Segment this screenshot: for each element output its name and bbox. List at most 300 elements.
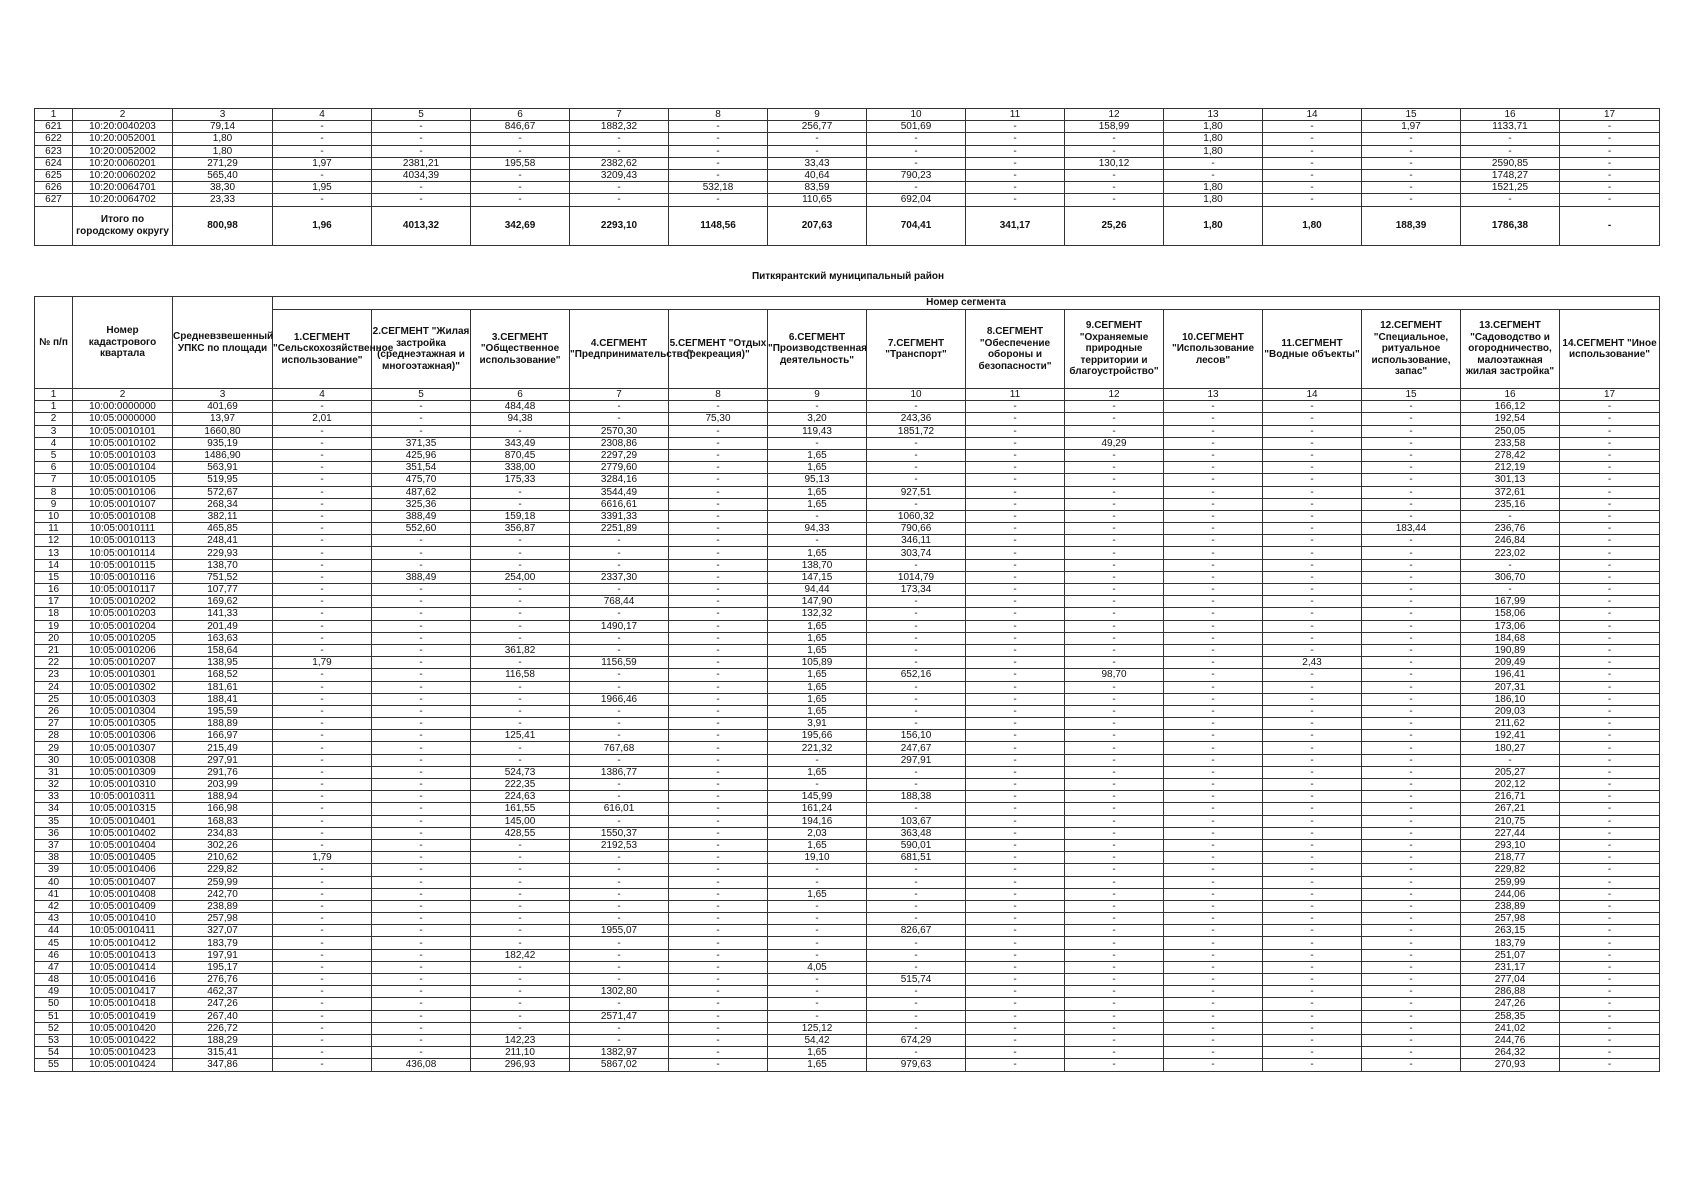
table-cell: - [273, 998, 372, 1010]
table-cell: - [669, 974, 768, 986]
table-cell: 5867,02 [570, 1059, 669, 1071]
table-cell: 166,98 [173, 803, 273, 815]
table-cell: 49,29 [1065, 437, 1164, 449]
table-cell: 356,87 [471, 523, 570, 535]
column-number: 4 [273, 389, 372, 401]
table-cell: - [1560, 961, 1660, 973]
table-cell: - [966, 681, 1065, 693]
table-cell: 44 [35, 925, 73, 937]
table-cell: 31 [35, 766, 73, 778]
table-cell: - [669, 925, 768, 937]
table-cell: - [1560, 121, 1660, 133]
table-cell: - [1263, 986, 1362, 998]
table-cell: 184,68 [1461, 632, 1560, 644]
table-cell: - [966, 571, 1065, 583]
table-cell: - [273, 754, 372, 766]
table-cell: - [1560, 510, 1660, 522]
table-cell: 231,17 [1461, 961, 1560, 973]
table-cell: - [966, 559, 1065, 571]
table-cell: - [1065, 596, 1164, 608]
table-cell: - [471, 681, 570, 693]
table-cell: 616,01 [570, 803, 669, 815]
table-cell: - [1164, 998, 1263, 1010]
table-row [35, 839, 1660, 851]
table-cell: - [669, 462, 768, 474]
table-cell: - [1065, 608, 1164, 620]
table-cell: - [471, 620, 570, 632]
table-cell: - [273, 486, 372, 498]
column-number: 7 [570, 389, 669, 401]
table-cell: - [867, 1047, 966, 1059]
table-cell: 1,65 [768, 1047, 867, 1059]
table-cell: 10:05:0010411 [73, 925, 173, 937]
table-cell: - [768, 876, 867, 888]
table-cell: - [1263, 182, 1362, 194]
column-number: 2 [73, 389, 173, 401]
table-cell: - [1560, 401, 1660, 413]
table-cell: 1550,37 [570, 827, 669, 839]
table-cell: - [372, 620, 471, 632]
column-number: 6 [471, 109, 570, 121]
table-cell: 1,65 [768, 462, 867, 474]
table-cell: - [1560, 718, 1660, 730]
table-cell: - [570, 913, 669, 925]
table-cell: - [669, 194, 768, 206]
table-cell: 1,80 [1164, 194, 1263, 206]
table-cell: - [273, 632, 372, 644]
table-cell: 29 [35, 742, 73, 754]
column-number: 11 [966, 109, 1065, 121]
table-cell: - [372, 925, 471, 937]
table-cell: - [669, 913, 768, 925]
table-cell: - [1263, 169, 1362, 181]
table-cell: - [471, 742, 570, 754]
table-cell: 248,41 [173, 535, 273, 547]
table-cell: 10:05:0010301 [73, 669, 173, 681]
table-cell: 268,34 [173, 498, 273, 510]
table-cell: - [1362, 510, 1461, 522]
table-cell: - [1164, 437, 1263, 449]
table-cell: - [669, 754, 768, 766]
table-cell: 47 [35, 961, 73, 973]
table-cell: - [966, 803, 1065, 815]
table-cell: - [1362, 133, 1461, 145]
table-cell: 692,04 [867, 194, 966, 206]
table-cell: - [1362, 1059, 1461, 1071]
table-cell: 1,80 [1164, 133, 1263, 145]
table-cell: - [1065, 900, 1164, 912]
table-cell: - [1362, 498, 1461, 510]
table-cell: 256,77 [768, 121, 867, 133]
table-cell: 10:05:0010402 [73, 827, 173, 839]
table-cell: - [867, 145, 966, 157]
table-cell: 55 [35, 1059, 73, 1071]
table-cell: - [1263, 462, 1362, 474]
table-cell: 23 [35, 669, 73, 681]
table-cell: 1,97 [1362, 121, 1461, 133]
main-table [34, 296, 1660, 1072]
table-cell: - [1065, 644, 1164, 656]
table-cell: 1,65 [768, 705, 867, 717]
table-cell: - [1560, 169, 1660, 181]
table-cell: 33 [35, 791, 73, 803]
table-cell: - [372, 900, 471, 912]
column-number: 16 [1461, 389, 1560, 401]
table-cell: 168,52 [173, 669, 273, 681]
table-cell: - [669, 864, 768, 876]
table-cell: 14 [35, 559, 73, 571]
table-cell: - [867, 498, 966, 510]
table-cell: - [867, 900, 966, 912]
table-cell: 226,72 [173, 1022, 273, 1034]
table-cell: - [1164, 632, 1263, 644]
table-cell: - [966, 121, 1065, 133]
table-cell: - [372, 632, 471, 644]
table-cell: 10:05:0010207 [73, 657, 173, 669]
table-cell: - [966, 1059, 1065, 1071]
table-cell: - [1362, 596, 1461, 608]
table-cell: 35 [35, 815, 73, 827]
table-cell: - [669, 401, 768, 413]
table-cell: - [570, 730, 669, 742]
table-cell: - [1164, 584, 1263, 596]
table-cell: - [1263, 864, 1362, 876]
table-cell: - [1560, 1059, 1660, 1071]
table-row [35, 657, 1660, 669]
table-cell: - [1560, 437, 1660, 449]
table-cell: - [1263, 791, 1362, 803]
header-segment: 3.СЕГМЕНТ "Общественное использование" [471, 310, 570, 389]
table-cell: - [669, 584, 768, 596]
table-cell: 125,41 [471, 730, 570, 742]
table-row [35, 876, 1660, 888]
table-cell: 4 [35, 437, 73, 449]
table-row [35, 693, 1660, 705]
table-cell: 1,65 [768, 839, 867, 851]
table-cell: 194,16 [768, 815, 867, 827]
table-cell: 10:05:0010414 [73, 961, 173, 973]
table-cell: 1,80 [173, 145, 273, 157]
table-cell: - [669, 876, 768, 888]
table-cell: 2590,85 [1461, 157, 1560, 169]
table-cell: - [1065, 779, 1164, 791]
table-cell: - [966, 791, 1065, 803]
table-cell: - [372, 974, 471, 986]
table-cell: - [1362, 194, 1461, 206]
table-cell: - [1263, 1010, 1362, 1022]
table-cell: - [1263, 779, 1362, 791]
table-cell: - [966, 620, 1065, 632]
table-row [35, 145, 1660, 157]
table-cell: - [1560, 937, 1660, 949]
table-cell: 250,05 [1461, 425, 1560, 437]
table-cell: - [966, 510, 1065, 522]
table-cell: 175,33 [471, 474, 570, 486]
table-cell: - [570, 133, 669, 145]
table-cell: 351,54 [372, 462, 471, 474]
table-cell: - [669, 937, 768, 949]
table-cell: 161,24 [768, 803, 867, 815]
table-cell: - [1362, 632, 1461, 644]
table-cell: - [471, 547, 570, 559]
table-cell: - [966, 486, 1065, 498]
column-number: 3 [173, 109, 273, 121]
table-cell: - [1362, 961, 1461, 973]
table-cell: 2571,47 [570, 1010, 669, 1022]
table-cell: - [1164, 474, 1263, 486]
table-cell: - [1560, 620, 1660, 632]
table-cell: 1,65 [768, 486, 867, 498]
table-cell: - [1263, 608, 1362, 620]
table-cell: 38,30 [173, 182, 273, 194]
table-cell: - [1263, 949, 1362, 961]
table-cell: 227,44 [1461, 827, 1560, 839]
table-cell: - [1164, 1010, 1263, 1022]
table-cell: - [1560, 839, 1660, 851]
table-cell: - [867, 608, 966, 620]
column-number: 9 [768, 109, 867, 121]
table-cell: - [966, 888, 1065, 900]
table-cell: 50 [35, 998, 73, 1010]
total-value: 704,41 [867, 206, 966, 245]
table-cell: - [273, 425, 372, 437]
table-cell: - [669, 705, 768, 717]
table-cell: 32 [35, 779, 73, 791]
table-cell: 9 [35, 498, 73, 510]
table-cell: 30 [35, 754, 73, 766]
table-row [35, 632, 1660, 644]
table-cell: 1521,25 [1461, 182, 1560, 194]
table-cell: - [1065, 925, 1164, 937]
table-cell: - [669, 1022, 768, 1034]
table-cell: - [471, 608, 570, 620]
table-cell: 188,29 [173, 1034, 273, 1046]
table-cell: - [1164, 620, 1263, 632]
table-cell: - [1362, 742, 1461, 754]
table-row [35, 974, 1660, 986]
table-cell: 1,65 [768, 693, 867, 705]
table-cell: 224,63 [471, 791, 570, 803]
table-cell: - [867, 1022, 966, 1034]
table-cell: - [1461, 510, 1560, 522]
total-empty-cell [35, 206, 73, 245]
table-cell: - [570, 754, 669, 766]
table-row [35, 986, 1660, 998]
table-cell: 229,93 [173, 547, 273, 559]
table-cell: - [1362, 608, 1461, 620]
table-cell: - [1362, 657, 1461, 669]
table-row [35, 705, 1660, 717]
table-cell: - [1560, 974, 1660, 986]
table-cell: - [966, 608, 1065, 620]
table-cell: - [1164, 449, 1263, 461]
table-cell: - [1263, 1059, 1362, 1071]
table-cell: - [273, 705, 372, 717]
table-cell: - [966, 925, 1065, 937]
table-cell: - [273, 766, 372, 778]
table-cell: - [966, 462, 1065, 474]
table-cell: - [1362, 949, 1461, 961]
table-cell: - [966, 182, 1065, 194]
table-cell: - [1560, 852, 1660, 864]
table-cell: - [1164, 718, 1263, 730]
table-cell: - [273, 437, 372, 449]
table-cell: - [669, 839, 768, 851]
table-cell: 166,12 [1461, 401, 1560, 413]
table-cell: 212,19 [1461, 462, 1560, 474]
table-cell: 10:05:0010114 [73, 547, 173, 559]
total-value: 207,63 [768, 206, 867, 245]
table-cell: 1,65 [768, 547, 867, 559]
table-cell: - [966, 998, 1065, 1010]
table-cell: - [966, 742, 1065, 754]
table-cell: - [1164, 730, 1263, 742]
table-cell: 183,79 [173, 937, 273, 949]
top-table [34, 108, 1660, 246]
table-cell: - [867, 133, 966, 145]
table-cell: - [966, 1022, 1065, 1034]
table-cell: - [1362, 839, 1461, 851]
table-cell: 10:05:0010115 [73, 559, 173, 571]
table-cell: 207,31 [1461, 681, 1560, 693]
header-segment: 1.СЕГМЕНТ "Сельскохозяйственное использование" [273, 310, 372, 389]
table-cell: - [570, 413, 669, 425]
table-cell: - [1560, 462, 1660, 474]
table-cell: - [1560, 449, 1660, 461]
table-row [35, 998, 1660, 1010]
table-cell: - [669, 523, 768, 535]
table-cell: - [867, 705, 966, 717]
table-cell: 229,82 [173, 864, 273, 876]
table-cell: - [1560, 827, 1660, 839]
table-cell: - [372, 596, 471, 608]
table-cell: - [1560, 1047, 1660, 1059]
table-cell: - [372, 559, 471, 571]
table-cell: - [669, 827, 768, 839]
table-cell: - [1263, 559, 1362, 571]
table-cell: 54 [35, 1047, 73, 1059]
table-cell: 25 [35, 693, 73, 705]
table-cell: - [1065, 194, 1164, 206]
table-cell: 119,43 [768, 425, 867, 437]
table-cell: 16 [35, 584, 73, 596]
table-row [35, 462, 1660, 474]
table-cell: 363,48 [867, 827, 966, 839]
table-cell: - [669, 547, 768, 559]
table-cell: - [1362, 425, 1461, 437]
table-cell: 45 [35, 937, 73, 949]
table-cell: - [1560, 498, 1660, 510]
table-cell: 306,70 [1461, 571, 1560, 583]
table-row [35, 169, 1660, 181]
table-cell: 132,32 [768, 608, 867, 620]
column-number: 4 [273, 109, 372, 121]
table-cell: - [273, 194, 372, 206]
table-cell: 1882,32 [570, 121, 669, 133]
table-cell: - [1065, 413, 1164, 425]
table-cell: - [1560, 730, 1660, 742]
table-cell: 20 [35, 632, 73, 644]
table-cell: 257,98 [1461, 913, 1560, 925]
table-cell: 372,61 [1461, 486, 1560, 498]
table-cell: 524,73 [471, 766, 570, 778]
table-cell: - [1263, 961, 1362, 973]
table-cell: - [1065, 1059, 1164, 1071]
table-cell: - [867, 644, 966, 656]
table-cell: - [669, 425, 768, 437]
table-cell: - [1164, 571, 1263, 583]
table-cell: - [1065, 449, 1164, 461]
table-cell: 291,76 [173, 766, 273, 778]
table-cell: - [570, 1034, 669, 1046]
table-row [35, 121, 1660, 133]
column-number: 8 [669, 109, 768, 121]
table-cell: - [1263, 754, 1362, 766]
table-cell: - [1263, 937, 1362, 949]
table-cell: 10:05:0010304 [73, 705, 173, 717]
table-cell: - [867, 437, 966, 449]
table-cell: 27 [35, 718, 73, 730]
table-cell: - [471, 657, 570, 669]
table-cell: 388,49 [372, 510, 471, 522]
table-cell: - [1065, 913, 1164, 925]
table-cell: - [1362, 888, 1461, 900]
table-cell: - [273, 133, 372, 145]
table-cell: - [1065, 876, 1164, 888]
header-segment: 11.СЕГМЕНТ "Водные объекты" [1263, 310, 1362, 389]
table-cell: - [1362, 998, 1461, 1010]
column-number: 15 [1362, 389, 1461, 401]
table-cell: - [372, 766, 471, 778]
table-cell: - [1065, 1022, 1164, 1034]
table-cell: - [471, 182, 570, 194]
table-cell: - [1362, 754, 1461, 766]
table-cell: - [372, 413, 471, 425]
table-cell: - [372, 121, 471, 133]
table-cell: - [1461, 145, 1560, 157]
table-cell: - [1164, 1059, 1263, 1071]
table-row [35, 401, 1660, 413]
table-cell: 624 [35, 157, 73, 169]
table-row [35, 449, 1660, 461]
table-cell: 1014,79 [867, 571, 966, 583]
table-cell: - [471, 937, 570, 949]
table-cell: 10:20:0060202 [73, 169, 173, 181]
table-cell: - [867, 961, 966, 973]
table-cell: - [1263, 486, 1362, 498]
table-cell: 790,66 [867, 523, 966, 535]
table-cell: - [1065, 1010, 1164, 1022]
table-cell: - [669, 803, 768, 815]
table-cell: - [1362, 584, 1461, 596]
table-cell: - [1362, 145, 1461, 157]
table-cell: 1,65 [768, 449, 867, 461]
table-cell: - [1362, 462, 1461, 474]
table-cell: 173,34 [867, 584, 966, 596]
table-cell: - [966, 194, 1065, 206]
table-cell: 428,55 [471, 827, 570, 839]
table-cell: 346,11 [867, 535, 966, 547]
table-cell: - [966, 815, 1065, 827]
table-cell: 484,48 [471, 401, 570, 413]
table-cell: - [966, 449, 1065, 461]
table-cell: 259,99 [173, 876, 273, 888]
table-cell: 10:20:0060201 [73, 157, 173, 169]
table-cell: 247,26 [1461, 998, 1560, 1010]
table-cell: 1,65 [768, 766, 867, 778]
table-cell: - [1560, 998, 1660, 1010]
table-cell: 1,79 [273, 657, 372, 669]
